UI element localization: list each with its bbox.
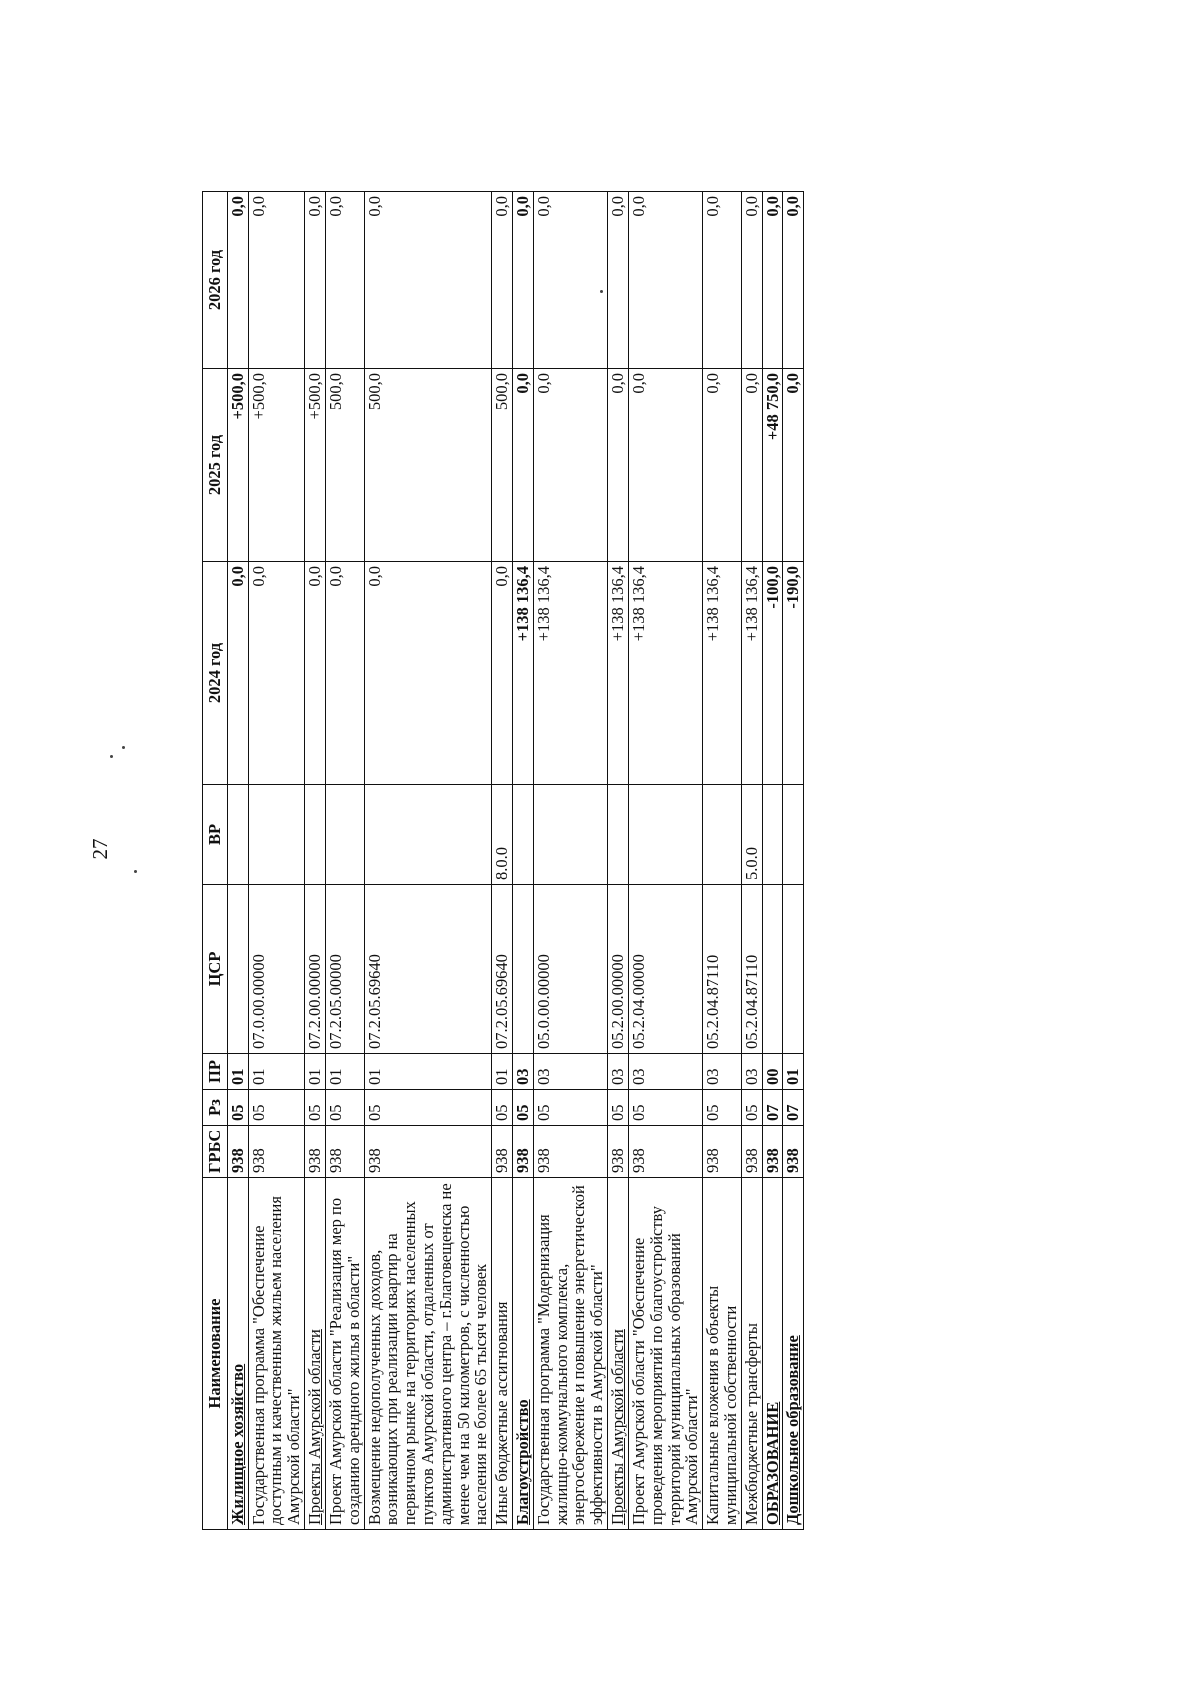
cell-2026: 0,0: [492, 192, 513, 369]
cell-name: Дошкольное образование: [783, 1178, 804, 1530]
cell-2024: +138 136,4: [608, 562, 629, 785]
cell-2024: +138 136,4: [628, 562, 702, 785]
cell-pr: 03: [608, 1054, 629, 1090]
cell-2025: 500,0: [325, 369, 364, 562]
header-2025: 2025 год: [203, 369, 228, 562]
cell-2026: 0,0: [305, 192, 326, 369]
cell-name: Проект Амурской области "Реализация мер по созданию арендного жилья в области": [325, 1178, 364, 1530]
table-row: [513, 192, 534, 1530]
cell-rz: 05: [608, 1090, 629, 1126]
cell-2024: 0,0: [325, 562, 364, 785]
cell-2025: 0,0: [741, 369, 762, 562]
cell-2025: +500,0: [227, 369, 248, 562]
cell-name: Благоустройство: [513, 1178, 534, 1530]
cell-name: Жилищное хозяйство: [227, 1178, 248, 1530]
cell-name: Государственная программа "Модернизация жилищно-коммунального комплекса, энергосбережение и повышение энергетической эффективности в Амурской области": [533, 1178, 607, 1530]
table-row: [703, 192, 742, 1530]
cell-csr: 05.2.00.00000: [608, 885, 629, 1054]
cell-pr: 03: [628, 1054, 702, 1090]
cell-grbs: 938: [248, 1126, 304, 1178]
table-row: [248, 192, 304, 1530]
cell-vr: [325, 785, 364, 885]
cell-vr: [227, 785, 248, 885]
cell-csr: 07.2.05.69640: [364, 885, 492, 1054]
cell-2024: 0,0: [364, 562, 492, 785]
cell-csr: [227, 885, 248, 1054]
cell-name: Проекты Амурской области: [608, 1178, 629, 1530]
cell-name: Капитальные вложения в объекты муниципальной собственности: [703, 1178, 742, 1530]
cell-pr: 01: [305, 1054, 326, 1090]
cell-name: Проект Амурской области "Обеспечение проведения мероприятий по благоустройству территорий муниципальных образований Амурской области": [628, 1178, 702, 1530]
cell-vr: [248, 785, 304, 885]
cell-rz: 05: [227, 1090, 248, 1126]
cell-2026: 0,0: [227, 192, 248, 369]
header-pr: ПР: [203, 1054, 228, 1090]
cell-csr: 07.2.05.69640: [492, 885, 513, 1054]
header-rz: Рз: [203, 1090, 228, 1126]
cell-rz: 05: [325, 1090, 364, 1126]
header-csr: ЦСР: [203, 885, 228, 1054]
cell-grbs: 938: [741, 1126, 762, 1178]
cell-pr: 01: [227, 1054, 248, 1090]
cell-grbs: 938: [325, 1126, 364, 1178]
cell-grbs: 938: [762, 1126, 783, 1178]
cell-csr: 05.2.04.00000: [628, 885, 702, 1054]
cell-2026: 0,0: [783, 192, 804, 369]
cell-csr: 05.2.04.87110: [703, 885, 742, 1054]
table-row: [783, 192, 804, 1530]
cell-csr: 07.2.05.00000: [325, 885, 364, 1054]
cell-2026: 0,0: [741, 192, 762, 369]
cell-rz: 05: [248, 1090, 304, 1126]
header-2026: 2026 год: [203, 192, 228, 369]
cell-name: Возмещение недополученных доходов, возникающих при реализации квартир на первичном рынке на территориях населенных пунктов Амурской области, отдаленных от административного центра – г.Благовещенска не менее чем на 50 километров, с численностью населения не более 65 тысяч человек: [364, 1178, 492, 1530]
cell-vr: 8.0.0: [492, 785, 513, 885]
cell-name: ОБРАЗОВАНИЕ: [762, 1178, 783, 1530]
cell-csr: 05.0.00.00000: [533, 885, 607, 1054]
cell-2026: 0,0: [608, 192, 629, 369]
budget-table: [202, 191, 804, 1530]
cell-csr: 07.0.00.00000: [248, 885, 304, 1054]
cell-grbs: 938: [628, 1126, 702, 1178]
header-2024: 2024 год: [203, 562, 228, 785]
cell-name: Проекты Амурской области: [305, 1178, 326, 1530]
cell-rz: 05: [513, 1090, 534, 1126]
cell-2025: 0,0: [608, 369, 629, 562]
cell-vr: [513, 785, 534, 885]
scan-speck: [122, 746, 125, 749]
cell-2026: 0,0: [513, 192, 534, 369]
scan-speck: [110, 755, 113, 758]
cell-2026: 0,0: [364, 192, 492, 369]
cell-name: Межбюджетные трансферты: [741, 1178, 762, 1530]
cell-pr: 03: [533, 1054, 607, 1090]
table-row: [305, 192, 326, 1530]
cell-vr: [783, 785, 804, 885]
cell-csr: 05.2.04.87110: [741, 885, 762, 1054]
cell-grbs: 938: [513, 1126, 534, 1178]
header-vr: ВР: [203, 785, 228, 885]
cell-rz: 05: [364, 1090, 492, 1126]
cell-grbs: 938: [783, 1126, 804, 1178]
cell-pr: 00: [762, 1054, 783, 1090]
cell-2026: 0,0: [762, 192, 783, 369]
table-row: [762, 192, 783, 1530]
cell-rz: 07: [783, 1090, 804, 1126]
table-row: [533, 192, 607, 1530]
cell-2024: +138 136,4: [741, 562, 762, 785]
cell-2024: +138 136,4: [533, 562, 607, 785]
table-row: [325, 192, 364, 1530]
cell-vr: 5.0.0: [741, 785, 762, 885]
cell-grbs: 938: [703, 1126, 742, 1178]
cell-grbs: 938: [608, 1126, 629, 1178]
cell-csr: [783, 885, 804, 1054]
cell-2024: +138 136,4: [703, 562, 742, 785]
cell-2024: 0,0: [227, 562, 248, 785]
cell-2025: +500,0: [305, 369, 326, 562]
header-grbs: ГРБС: [203, 1126, 228, 1178]
cell-vr: [305, 785, 326, 885]
cell-csr: [762, 885, 783, 1054]
cell-2024: 0,0: [305, 562, 326, 785]
cell-vr: [628, 785, 702, 885]
cell-rz: 05: [741, 1090, 762, 1126]
cell-rz: 05: [305, 1090, 326, 1126]
cell-pr: 01: [492, 1054, 513, 1090]
cell-csr: 07.2.00.00000: [305, 885, 326, 1054]
cell-2024: -190,0: [783, 562, 804, 785]
cell-vr: [703, 785, 742, 885]
cell-vr: [533, 785, 607, 885]
cell-2025: 0,0: [533, 369, 607, 562]
cell-pr: 01: [364, 1054, 492, 1090]
cell-vr: [608, 785, 629, 885]
cell-2026: 0,0: [325, 192, 364, 369]
rotated-table-wrapper: [202, 192, 804, 1530]
table-row: [628, 192, 702, 1530]
cell-name: Государственная программа "Обеспечение доступным и качественным жильем населения Амурской области": [248, 1178, 304, 1530]
cell-2025: 0,0: [703, 369, 742, 562]
cell-2024: -100,0: [762, 562, 783, 785]
cell-2026: 0,0: [628, 192, 702, 369]
table-row: [492, 192, 513, 1530]
cell-rz: 05: [703, 1090, 742, 1126]
cell-pr: 03: [741, 1054, 762, 1090]
cell-2026: 0,0: [248, 192, 304, 369]
table-body: [227, 192, 803, 1530]
table-row: [741, 192, 762, 1530]
cell-pr: 01: [248, 1054, 304, 1090]
cell-grbs: 938: [533, 1126, 607, 1178]
cell-name: Иные бюджетные ассигнования: [492, 1178, 513, 1530]
cell-2025: +500,0: [248, 369, 304, 562]
cell-rz: 05: [628, 1090, 702, 1126]
table-row: [227, 192, 248, 1530]
cell-grbs: 938: [227, 1126, 248, 1178]
table-row: [364, 192, 492, 1530]
table-header-row: [203, 192, 228, 1530]
cell-2024: 0,0: [248, 562, 304, 785]
cell-pr: 03: [513, 1054, 534, 1090]
cell-pr: 01: [325, 1054, 364, 1090]
cell-rz: 07: [762, 1090, 783, 1126]
cell-2025: 0,0: [783, 369, 804, 562]
cell-2025: 0,0: [513, 369, 534, 562]
cell-2025: 0,0: [628, 369, 702, 562]
cell-rz: 05: [492, 1090, 513, 1126]
table-row: [608, 192, 629, 1530]
header-name: Наименование: [203, 1178, 228, 1530]
cell-grbs: 938: [364, 1126, 492, 1178]
cell-grbs: 938: [305, 1126, 326, 1178]
cell-pr: 03: [703, 1054, 742, 1090]
cell-2024: 0,0: [492, 562, 513, 785]
cell-vr: [762, 785, 783, 885]
cell-2025: 500,0: [492, 369, 513, 562]
cell-rz: 05: [533, 1090, 607, 1126]
cell-2026: 0,0: [703, 192, 742, 369]
cell-2025: +48 750,0: [762, 369, 783, 562]
cell-csr: [513, 885, 534, 1054]
cell-2025: 500,0: [364, 369, 492, 562]
scan-speck: [134, 870, 137, 873]
cell-2024: +138 136,4: [513, 562, 534, 785]
page-number: 27: [88, 838, 112, 860]
cell-vr: [364, 785, 492, 885]
cell-pr: 01: [783, 1054, 804, 1090]
cell-grbs: 938: [492, 1126, 513, 1178]
cell-2026: 0,0: [533, 192, 607, 369]
